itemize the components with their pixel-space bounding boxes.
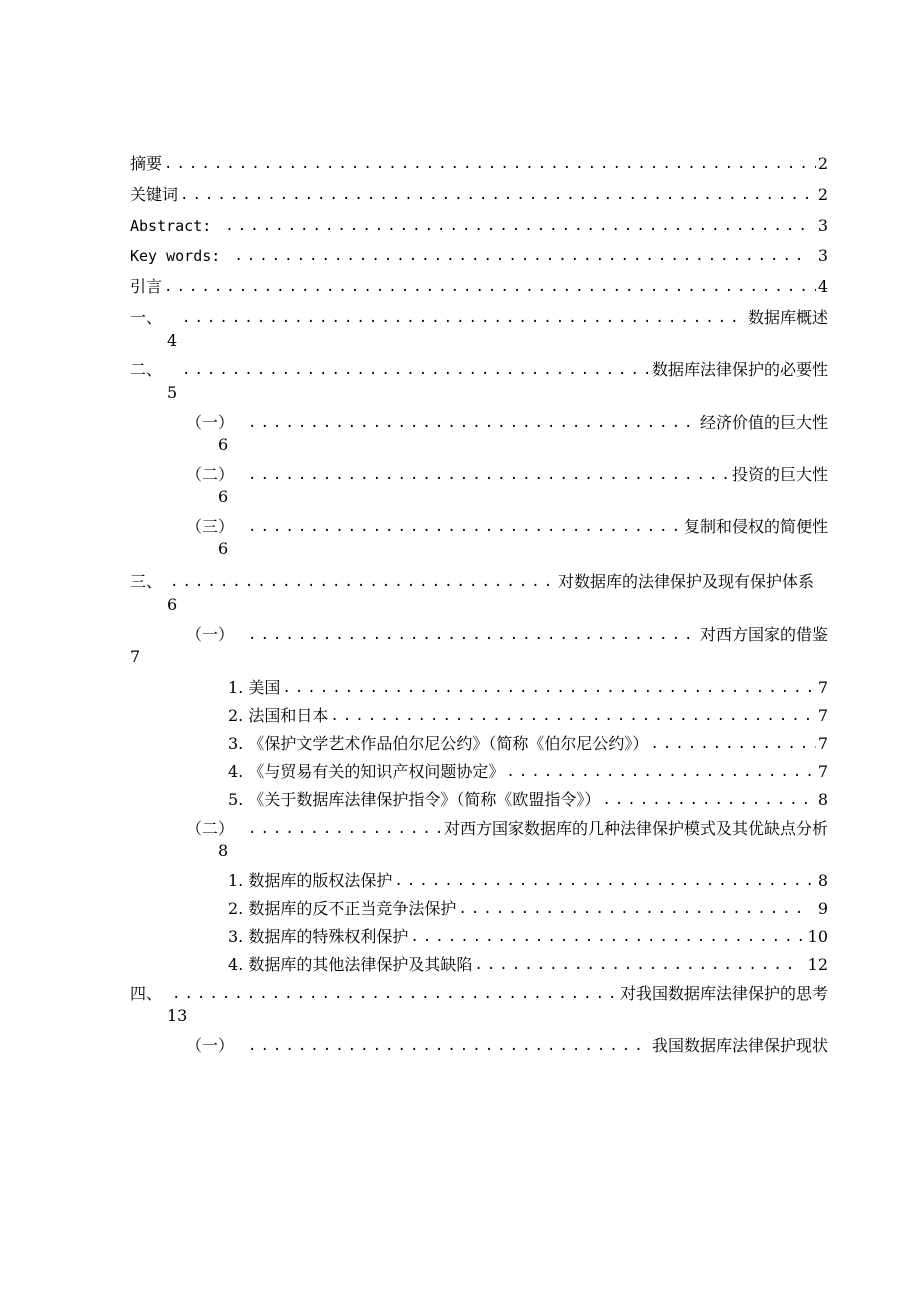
toc-leader-dots [172, 984, 618, 1004]
toc-entry-label: （一） [186, 625, 235, 644]
toc-entry-label: （一） [186, 413, 235, 432]
toc-leader-dots [248, 625, 698, 645]
toc-entry-page: 13 [167, 1006, 188, 1025]
toc-leader-dots [248, 517, 682, 537]
toc-entry-page: 3 [817, 216, 828, 235]
toc-entry-page: 7 [817, 678, 828, 697]
toc-entry-title: 对西方国家数据库的几种法律保护模式及其优缺点分析 [443, 819, 828, 838]
toc-entry-section-2[interactable] [130, 354, 828, 380]
toc-entry-label: 3. 数据库的特殊权利保护 [228, 927, 409, 946]
toc-entry-title: 数据库概述 [747, 308, 828, 327]
toc-entry-introduction[interactable] [130, 271, 828, 297]
toc-entry-section-4[interactable] [130, 978, 828, 1004]
toc-entry-title: 对数据库的法律保护及现有保护体系 [557, 572, 814, 591]
toc-entry-3-2-4[interactable] [228, 949, 828, 975]
toc-entry-page: 9 [817, 899, 828, 918]
toc-entry-page: 6 [218, 539, 229, 558]
toc-leader-dots [394, 871, 815, 891]
toc-entry-label: 1. 美国 [228, 678, 281, 697]
toc-leader-dots [410, 927, 805, 947]
toc-leader-dots [282, 678, 815, 698]
toc-entry-page: 10 [807, 927, 828, 946]
toc-entry-title: 对我国数据库法律保护的思考 [619, 984, 828, 1003]
toc-entry-section-1[interactable] [130, 302, 828, 328]
toc-entry-page: 6 [218, 435, 229, 454]
toc-leader-dots [458, 899, 805, 919]
toc-entry-title: 数据库法律保护的必要性 [651, 360, 828, 379]
toc-entry-3-1-2[interactable] [228, 700, 828, 726]
toc-entry-page: 6 [218, 487, 229, 506]
toc-entry-page: 8 [817, 871, 828, 890]
toc-entry-label: （一） [186, 1036, 235, 1055]
toc-entry-label: Abstract: [130, 217, 212, 235]
toc-entry-title: 投资的巨大性 [731, 465, 828, 484]
toc-leader-dots [474, 955, 795, 975]
toc-leader-dots [164, 277, 816, 297]
toc-leader-dots [506, 762, 815, 782]
toc-entry-abstract-en[interactable] [130, 210, 828, 236]
toc-entry-page: 7 [817, 706, 828, 725]
toc-entry-section-2-3[interactable] [186, 511, 828, 537]
toc-leader-dots [182, 360, 650, 380]
toc-entry-page: 5 [167, 383, 178, 402]
toc-entry-page: 7 [130, 647, 141, 666]
toc-entry-section-4-1[interactable] [186, 1030, 828, 1056]
toc-leader-dots [225, 216, 808, 236]
toc-leader-dots [164, 154, 816, 174]
toc-entry-3-2-2[interactable] [228, 893, 828, 919]
toc-entry-page: 8 [817, 790, 828, 809]
toc-entry-section-3-2[interactable] [186, 813, 828, 839]
toc-entry-title: 我国数据库法律保护现状 [651, 1036, 828, 1055]
toc-leader-dots [234, 246, 808, 266]
toc-entry-title: 对西方国家的借鉴 [699, 625, 828, 644]
toc-entry-section-3[interactable] [130, 566, 828, 592]
toc-entry-title: 复制和侵权的简便性 [683, 517, 828, 536]
toc-entry-abstract-cn[interactable] [130, 148, 828, 174]
toc-leader-dots [602, 790, 815, 810]
toc-entry-page: 6 [167, 595, 178, 614]
toc-entry-label: 3. 《保护文学艺术作品伯尔尼公约》（简称《伯尔尼公约》） [228, 734, 649, 753]
toc-entry-page: 8 [218, 841, 229, 860]
toc-entry-page: 12 [807, 955, 828, 974]
toc-leader-dots [180, 185, 816, 205]
toc-leader-dots [182, 308, 746, 328]
toc-entry-label: （二） [186, 819, 235, 838]
toc-entry-label: 一、 [130, 308, 163, 327]
toc-entry-label: 2. 数据库的反不正当竞争法保护 [228, 899, 457, 918]
toc-entry-section-2-2[interactable] [186, 459, 828, 485]
toc-leader-dots [330, 706, 815, 726]
toc-entry-3-1-5[interactable] [228, 784, 828, 810]
toc-entry-label: 关键词 [130, 185, 179, 204]
toc-entry-title: 经济价值的巨大性 [699, 413, 828, 432]
toc-entry-3-2-3[interactable] [228, 921, 828, 947]
toc-entry-3-1-1[interactable] [228, 672, 828, 698]
toc-leader-dots [170, 572, 556, 592]
toc-entry-label: 引言 [130, 277, 163, 296]
toc-entry-keywords-en[interactable] [130, 240, 828, 266]
toc-leader-dots [248, 1036, 650, 1056]
toc-entry-3-1-3[interactable] [228, 728, 828, 754]
toc-entry-label: Key words: [130, 247, 221, 265]
toc-leader-dots [248, 465, 730, 485]
toc-leader-dots [248, 819, 442, 839]
toc-entry-page: 4 [817, 277, 828, 296]
toc-entry-label: 四、 [130, 984, 163, 1003]
toc-entry-label: 1. 数据库的版权法保护 [228, 871, 393, 890]
toc-entry-label: 4. 《与贸易有关的知识产权问题协定》 [228, 762, 505, 781]
toc-entry-page: 4 [167, 331, 178, 350]
toc-entry-label: （三） [186, 517, 235, 536]
toc-leader-dots [248, 413, 698, 433]
toc-entry-label: 2. 法国和日本 [228, 706, 329, 725]
toc-entry-keywords-cn[interactable] [130, 179, 828, 205]
toc-entry-label: （二） [186, 465, 235, 484]
toc-entry-3-1-4[interactable] [228, 756, 828, 782]
toc-entry-section-2-1[interactable] [186, 407, 828, 433]
toc-entry-page: 3 [817, 246, 828, 265]
toc-entry-label: 5. 《关于数据库法律保护指令》（简称《欧盟指令》） [228, 790, 601, 809]
toc-entry-label: 三、 [130, 572, 163, 591]
toc-entry-page: 7 [817, 762, 828, 781]
toc-entry-label: 二、 [130, 360, 163, 379]
toc-entry-page: 2 [817, 154, 828, 173]
toc-leader-dots [650, 734, 815, 754]
toc-entry-page: 7 [817, 734, 828, 753]
toc-entry-label: 摘要 [130, 154, 163, 173]
toc-entry-page: 2 [817, 185, 828, 204]
toc-entry-section-3-1[interactable] [186, 619, 828, 645]
toc-entry-3-2-1[interactable] [228, 865, 828, 891]
toc-entry-label: 4. 数据库的其他法律保护及其缺陷 [228, 955, 473, 974]
